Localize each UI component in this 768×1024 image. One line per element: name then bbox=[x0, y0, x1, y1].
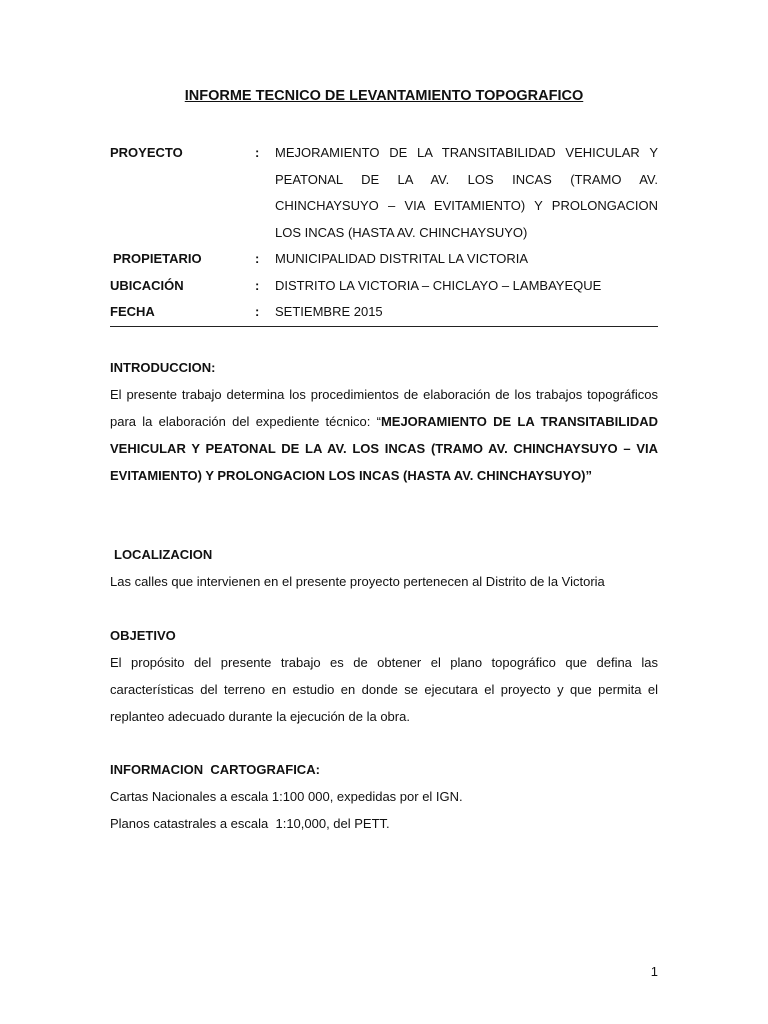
page-number: 1 bbox=[650, 964, 658, 979]
section-objetivo bbox=[110, 622, 658, 730]
section-localizacion bbox=[110, 541, 658, 595]
meta-row-ubicacion bbox=[110, 273, 658, 300]
fecha-value: SETIEMBRE 2015 bbox=[275, 304, 383, 319]
cartografica-line-2: Planos catastrales a escala 1:10,000, del PETT. bbox=[110, 816, 390, 831]
meta-row-proyecto bbox=[110, 140, 658, 246]
meta-row-fecha bbox=[110, 299, 658, 326]
colon: : bbox=[255, 145, 260, 160]
meta-row-propietario bbox=[110, 246, 658, 273]
introduccion-heading: INTRODUCCION: bbox=[110, 360, 216, 375]
introduccion-project-name: MEJORAMIENTO DE LA TRANSITABILIDAD VEHICULAR Y PEATONAL DE LA AV. LOS INCAS (TRAMO AV. CHINCHAYSUYO – VIA EVITAMIENTO) Y PROLONGACION LOS INCAS (HASTA AV. CHINCHAYSUYO)” bbox=[110, 414, 658, 483]
fecha-label: FECHA bbox=[110, 304, 155, 319]
introduccion-paragraph bbox=[110, 381, 658, 489]
proyecto-label: PROYECTO bbox=[110, 145, 183, 160]
ubicacion-value: DISTRITO LA VICTORIA – CHICLAYO – LAMBAYEQUE bbox=[275, 277, 602, 293]
proyecto-value: MEJORAMIENTO DE LA TRANSITABILIDAD VEHICULAR Y PEATONAL DE LA AV. LOS INCAS (TRAMO AV. CHINCHAYSUYO – VIA EVITAMIENTO) Y PROLONGACION LOS INCAS (HASTA AV. CHINCHAYSUYO) bbox=[275, 145, 658, 240]
ubicacion-label: UBICACIÓN bbox=[110, 277, 184, 293]
project-info-table bbox=[110, 140, 658, 327]
propietario-label: PROPIETARIO bbox=[113, 251, 202, 266]
colon: : bbox=[255, 304, 260, 319]
localizacion-paragraph: Las calles que intervienen en el presente proyecto pertenecen al Distrito de la Victoria bbox=[110, 574, 605, 589]
propietario-value: MUNICIPALIDAD DISTRITAL LA VICTORIA bbox=[275, 251, 529, 266]
colon: : bbox=[255, 277, 260, 293]
cartografica-heading: INFORMACION CARTOGRAFICA: bbox=[110, 762, 320, 777]
document-title: INFORME TECNICO DE LEVANTAMIENTO TOPOGRAFICO bbox=[184, 88, 584, 104]
section-cartografica bbox=[110, 756, 658, 837]
cartografica-line-1: Cartas Nacionales a escala 1:100 000, expedidas por el IGN. bbox=[110, 789, 463, 804]
objetivo-heading: OBJETIVO bbox=[110, 628, 176, 643]
introduccion-text: El presente trabajo determina los procedimientos de elaboración de los trabajos topográficos para la elaboración del expediente técnico: “ bbox=[110, 387, 658, 429]
localizacion-heading: LOCALIZACION bbox=[114, 547, 213, 562]
section-introduccion bbox=[110, 354, 658, 489]
objetivo-paragraph: El propósito del presente trabajo es de obtener el plano topográfico que defina las características del terreno en estudio en donde se ejecutara el proyecto y que permita el replanteo adecuado durante la ejecución de la obra. bbox=[110, 655, 658, 724]
colon: : bbox=[255, 251, 260, 266]
